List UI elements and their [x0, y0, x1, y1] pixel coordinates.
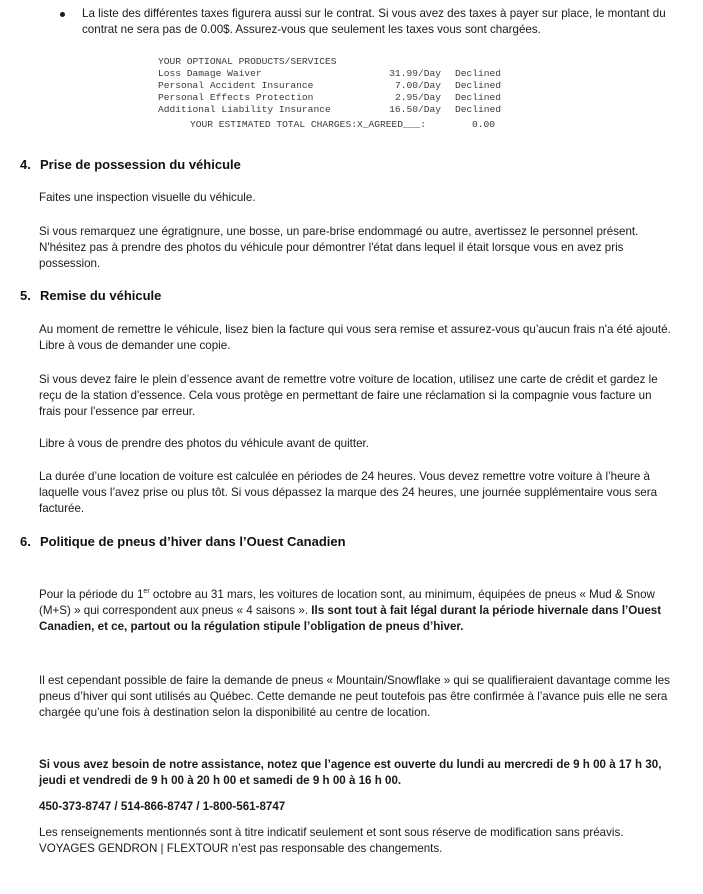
taxes-bullet-text: La liste des différentes taxes figurera aussi sur le contrat. Si vous avez des taxes à payer sur place, le montant du contrat ne sera pas de 0.00$. Assurez-vous que seulement les taxes vous sont chargées. — [82, 7, 666, 36]
product-name: Personal Effects Protection — [158, 92, 314, 103]
receipt-header: YOUR OPTIONAL PRODUCTS/SERVICES — [158, 56, 337, 67]
section-heading-6 — [20, 534, 346, 550]
product-status: Declined — [454, 92, 501, 103]
disclaimer: Les renseignements mentionnés sont à titre indicatif seulement et sont sous réserve de modification sans préavis. VOYAGES GENDRON | FLEXTOUR n’est pas responsable des changements. — [39, 826, 624, 855]
product-price: 16.50/Day — [389, 104, 441, 115]
ordinal-superscript: er — [143, 588, 150, 596]
receipt-row — [158, 80, 508, 92]
receipt-row — [158, 104, 508, 116]
s6-p1-start: Pour la période du 1 — [39, 588, 144, 601]
s5-paragraph-4: La durée d’une location de voiture est calculée en périodes de 24 heures. Vous devez remettre votre voiture à l’heure à laquelle vous l’avez prise ou plus tôt. Si vous dépassez la marque des 24 heures, une journée supplémentaire vous sera facturée. — [39, 470, 658, 515]
receipt-row — [158, 92, 508, 104]
product-price: 7.00/Day — [394, 80, 441, 91]
section-title: Politique de pneus d’hiver dans l’Ouest Canadien — [40, 534, 346, 549]
s5-paragraph-1: Au moment de remettre le véhicule, lisez bien la facture qui vous sera remise et assurez-vous qu’aucun frais n'a été ajouté. Libre à vous de demander une copie. — [39, 323, 671, 352]
s5-paragraph-2: Si vous devez faire le plein d’essence avant de remettre votre voiture de location, utilisez une carte de crédit et gardez le reçu de la station d'essence. Cela vous protège en permettant de faire une réclamation si la compagnie vous facture un frais pour l'essence par erreur. — [39, 373, 658, 418]
s6-p1-bold: Ils sont tout à fait légal durant la période hivernale dans l’Ouest Canadien, et ce, partout ou la régulation stipule l’obligation de pneus d’hiver. — [39, 604, 662, 633]
s4-paragraph-2: Si vous remarquez une égratignure, une bosse, un pare-brise endommagé ou autre, avertissez le personnel présent. N'hésitez pas à prendre des photos du véhicule pour démontrer l'état dans lequel il était lorsque vous en avez pris possession. — [39, 225, 639, 270]
optional-products-receipt — [158, 56, 508, 131]
product-name: Additional Liability Insurance — [158, 104, 331, 115]
section-heading-4 — [20, 157, 241, 173]
product-status: Declined — [454, 68, 501, 79]
s6-p1-middle: octobre au 31 mars, les voitures de location sont, au minimum, équipées de pneus « Mud & Snow (M+S) » qui correspondent aux pneus « 4 saisons ». — [39, 588, 655, 617]
s4-paragraph-1: Faites une inspection visuelle du véhicule. — [39, 191, 256, 204]
section-title: Remise du véhicule — [40, 288, 162, 303]
total-label: YOUR ESTIMATED TOTAL CHARGES:X_AGREED___: — [190, 119, 427, 130]
total-value: 0.00 — [471, 119, 495, 130]
taxes-bullet — [60, 6, 688, 38]
section-number: 5. — [20, 288, 31, 303]
product-name: Personal Accident Insurance — [158, 80, 314, 91]
s5-paragraph-3: Libre à vous de prendre des photos du véhicule avant de quitter. — [39, 437, 370, 450]
section-title: Prise de possession du véhicule — [40, 157, 241, 172]
phone-numbers: 450-373-8747 / 514-866-8747 / 1-800-561-8747 — [39, 800, 286, 813]
receipt-total — [158, 119, 508, 131]
product-price: 2.95/Day — [394, 92, 441, 103]
product-name: Loss Damage Waiver — [158, 68, 262, 79]
product-status: Declined — [454, 80, 501, 91]
product-status: Declined — [454, 104, 501, 115]
bullet-dot — [60, 12, 65, 17]
s6-paragraph-2: Il est cependant possible de faire la demande de pneus « Mountain/Snowflake » qui se qualifieraient davantage comme les pneus d’hiver qui sont utilisés au Québec. Cette demande ne peut toutefois pas être confirmée à l’avance puis elle ne sera chargée qu’une fois à destination selon la disponibilité au centre de location. — [39, 674, 670, 719]
receipt-row — [158, 68, 508, 80]
section-number: 6. — [20, 534, 31, 549]
section-heading-5 — [20, 288, 161, 304]
s6-paragraph-1 — [39, 587, 673, 635]
section-number: 4. — [20, 157, 31, 172]
office-hours: Si vous avez besoin de notre assistance, notez que l’agence est ouverte du lundi au mercredi de 9 h 00 à 17 h 30, jeudi et vendredi de 9 h 00 à 20 h 00 et samedi de 9 h 00 à 16 h 00. — [39, 758, 662, 787]
product-price: 31.99/Day — [389, 68, 441, 79]
